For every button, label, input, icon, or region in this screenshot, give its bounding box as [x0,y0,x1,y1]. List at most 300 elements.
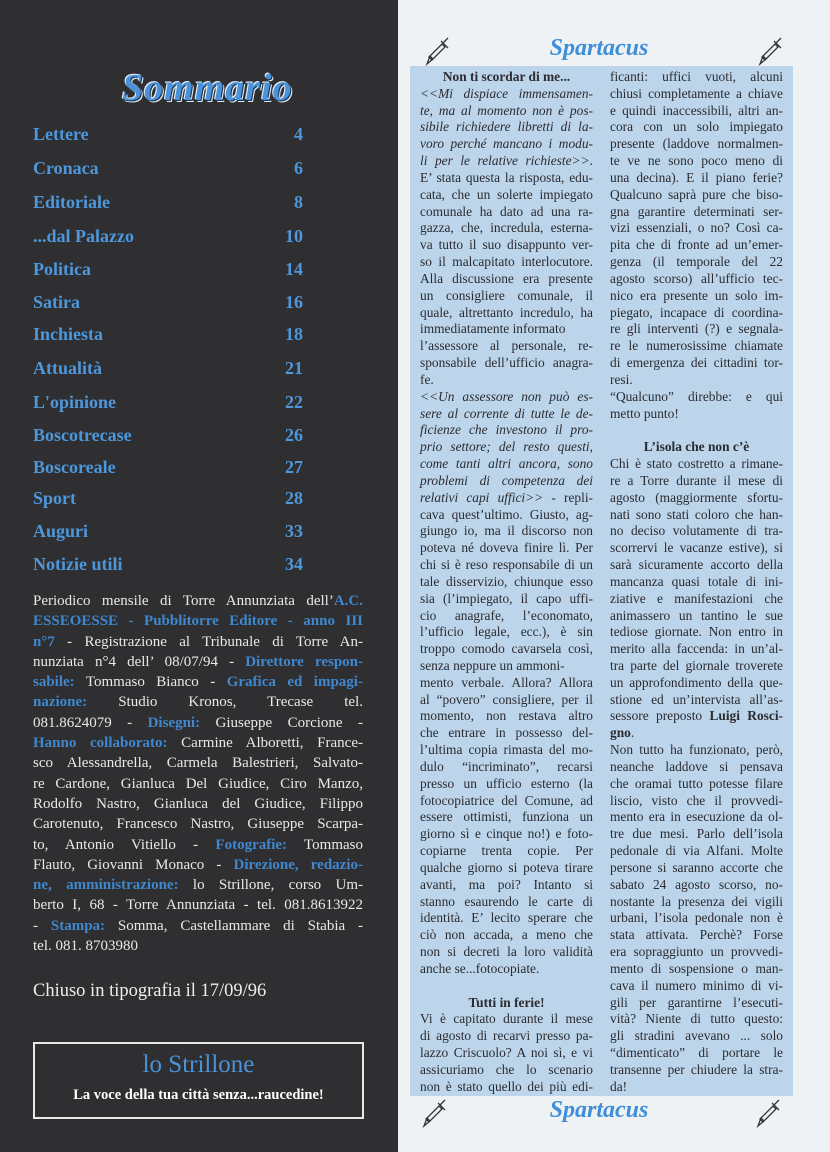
article-text: pita che di fronte ad un’emer- [610,237,783,253]
article-line [610,692,783,709]
article-text: gili per garantirne l’esecuti- [610,994,783,1010]
article-text: va tutto il suo disappunto ver- [420,237,593,253]
colophon-text: nunziata n°4 dell’ 08/07/94 - [33,653,246,670]
article-text: ficanti: uffici vuoti, alcuni [610,69,783,84]
colophon-text: sco Alessandrella, Carmela Balestrieri, Salvato- [33,755,363,772]
toc-item [33,124,303,148]
article-line [420,809,593,826]
article-text: tre due mesi. Parlo dell’isola [610,826,783,842]
toc-item-page: 4 [294,124,303,144]
toc-item-label: Editoriale [33,192,110,212]
article-line [610,675,783,692]
article-line [420,624,593,641]
article-line [420,321,593,338]
article-text: sibile richiedere libretti di la- [420,119,593,135]
article-line [610,237,783,254]
article-line [420,540,593,557]
article-text: quale, altrettanto incredulo, ha [420,304,593,320]
article-line [420,288,593,305]
article-text: anche se...fotocopiate. [420,960,540,976]
colophon-label: Fotografie: [215,836,288,853]
colophon-text: Giuseppe Corcione - [200,714,363,731]
toc-item [33,158,303,182]
colophon-label: nazione: [33,694,88,711]
colophon-text: Tommaso Bianco - [74,674,227,691]
article-text: neanche laddove si pensava [610,758,783,774]
article-line [610,490,783,507]
article-line [420,170,593,187]
article-line [610,271,783,288]
article-line [420,406,593,423]
colophon-label: Direttore respon- [245,653,363,670]
article-text: gno [610,725,631,741]
toc-item [33,259,303,283]
article-text: sere al corrente di tutte le de- [420,405,593,421]
article-text: re le numerosissime chiamate [610,338,783,354]
article-text: urbani, l’isola pedonale non è [610,910,783,926]
colophon-text: Periodico mensile di Torre Annunziata dell’ [33,593,334,609]
article-line [420,725,593,742]
article-line [420,658,593,675]
article-text: sarà sicuramente accorto della [610,557,783,573]
article-line [420,1011,593,1028]
article-text: non si decreti la loro validità [420,944,593,960]
colophon-line [33,875,363,895]
article-text: giungo io, ma il discorso non [420,523,593,539]
article-text: cava quest’ultimo. Giusto, ag- [420,506,593,522]
article-text: una decina). E il piano ferie? [610,169,783,185]
article-text: un consigliere comunale, il [420,287,593,303]
article-text: persone si saranno accorte che [610,859,783,875]
toc-item-page: 27 [285,457,303,477]
article-line [420,204,593,221]
article-line [610,624,783,641]
article-line [610,86,783,103]
colophon [33,591,363,956]
colophon-line [33,632,363,652]
colophon-text: re Cardone, Gianluca Del Giudice, Ciro Manzo, [33,775,363,792]
colophon-label: Grafica ed impagi- [226,674,363,691]
article-text: stata attivata. Perchè? Forse [610,927,783,943]
colophon-line [33,733,363,753]
masthead-slogan: La voce della tua città senza...raucedine! [73,1087,324,1103]
article-text: Non ti scordar di me... [442,69,571,84]
colophon-text: Flauto, Giovanni Monaco - [33,856,234,873]
article-text: voro perché mancano i modu- [420,136,593,152]
article-text: resi. [610,371,633,387]
toc-item-page: 6 [294,158,303,178]
masthead-name: lo Strillone [142,1051,255,1078]
article-text: metto punto! [610,405,679,421]
colophon-label: A.C. [333,593,363,609]
article-line [420,843,593,860]
masthead-box [33,1042,364,1119]
article-line [610,708,783,725]
article-line [420,1028,593,1045]
colophon-line [33,814,363,834]
colophon-label: Hanno collaborato: [33,735,168,752]
article-text: poteva né doveva finire lì. Per [420,540,593,556]
sommario-panel [0,0,398,1152]
article-text: momento, non restava altro [420,708,593,724]
article-line [610,742,783,759]
article-line [420,877,593,894]
article-line [420,860,593,877]
article-text: immediatamente informato [420,321,566,337]
article-text: tra parte del giornale troverete [610,657,783,673]
article-text: te, ma al momento non è pos- [420,102,593,118]
article-line [610,826,783,843]
article-text: Qualcuno saprà pure che biso- [610,186,783,202]
toc-item [33,358,303,382]
article-text: liscio, visto che il provvedi- [610,792,783,808]
colophon-label: sabile: [33,674,75,691]
article-text: . [589,153,593,169]
article-text: cava il numero minimo di vi- [610,977,783,993]
article-line [420,776,593,793]
article-text: sessore preposto [610,708,710,724]
article-line [420,237,593,254]
article-text: copiarne trenta copie. Per [420,843,593,859]
article-line [420,254,593,271]
article-text: sabato 24 agosto scorso, no- [610,876,783,892]
article-text: “dimenticato” di portare le [610,1045,783,1061]
article-line [420,675,593,692]
colophon-line [33,895,363,915]
article-text: scorrervi le vacanze estive), si [610,540,783,556]
article-line [610,591,783,608]
article-text: dulo “incriminato”, recarsi [420,758,593,774]
article-line [420,305,593,322]
article-text: comunale ha dato ad una ra- [420,203,593,219]
article-line [610,641,783,658]
article-line [610,927,783,944]
article-text: cora con un solo impiegato [610,119,783,135]
article-text: tale disservizio, chiunque esso [420,573,593,589]
article-text: animassero un tantino le sue [610,607,783,623]
toc-item-label: ...dal Palazzo [33,226,134,246]
article-line [420,927,593,944]
article-text: tediose giornate. Non entro in [610,624,783,640]
toc-item-page: 21 [285,358,303,378]
colophon-text: 081.8624079 - [33,714,148,731]
article-text: Non tutto ha funzionato, però, [610,742,783,758]
article-line [610,473,783,490]
article-line [420,389,593,406]
article-text: gli stradini avevano ... solo [610,1028,783,1044]
article-line [610,557,783,574]
article-line [420,557,593,574]
article-text: di emergenza dei cittadini tor- [610,355,783,371]
colophon-text: to, Antonio Vitiello - [33,836,216,853]
article-text: presso un ufficio esterno (la [420,775,593,791]
toc-item-page: 10 [285,226,303,246]
colophon-text: - Registrazione al Tribunale di Torre An- [54,633,363,650]
article-text: re a Torre durante il mese di [610,472,783,488]
toc-item-label: Sport [33,488,77,508]
article-text: chi si è reso responsabile di un [420,557,593,573]
toc-item-label: Boscoreale [33,457,116,477]
article-text: l’ufficio legale, ecc.), è sin [420,624,593,640]
article-text: nati sono stati coloro che han- [610,506,783,522]
colophon-label: Stampa: [50,917,106,934]
colophon-text: lo Strillone, corso Um- [178,877,363,894]
article-text: no deciso volutamente di tra- [610,523,783,539]
article-line [420,372,593,389]
closing-date: Chiuso in tipografia il 17/09/96 [33,981,267,1001]
colophon-text: Studio Kronos, Trecase tel. [87,694,363,711]
dagger-icon [757,36,783,66]
article-line [420,708,593,725]
colophon-label: Direzione, redazio- [233,856,363,873]
article-line [420,523,593,540]
colophon-label: ne, amministrazione: [33,877,179,894]
article-text: nostante la presenza dei vigili [610,893,783,909]
colophon-line [33,936,363,956]
article-line [610,1028,783,1045]
article-text: . [630,725,635,741]
article-line [420,153,593,170]
article-line [420,692,593,709]
article-line [420,759,593,776]
article-text: genza (il temporale del 22 [610,254,783,270]
article-line [610,523,783,540]
article-text: un approfondimento della que- [610,674,783,690]
article-text: Luigi Rosci- [709,708,783,724]
article-text: presente (laddove normalmen- [610,136,783,152]
article-line [610,540,783,557]
article-subheading [420,69,593,86]
colophon-line [33,713,363,733]
article-line [420,961,593,978]
article-text: qualche giorno si poteva tirare [420,859,593,875]
article-text: vizi essenziali, o no? Così ca- [610,220,783,236]
article-text: che oramai tutto potesse filare [610,775,783,791]
colophon-line [33,591,363,611]
colophon-text: tel. 081. 8703980 [33,938,138,955]
article-text: mento di sospensione o man- [610,960,783,976]
article-text: agosto scorso) all’ufficio tec- [610,270,783,286]
toc-item-page: 34 [285,554,303,574]
article-text: essere ottimisti, funziona un [420,809,593,825]
toc-item-label: Inchiesta [33,324,104,344]
colophon-text: Somma, Castellammare di Stabia - [105,917,363,934]
toc-item-page: 14 [285,259,303,279]
article-text: l’ultima copia rimasta del mo- [420,742,593,758]
article-line [610,507,783,524]
article-text: e quindi inaccessibili, altri an- [610,102,783,118]
article-text: sia (l’impiegato, il capo uffi- [420,590,593,606]
colophon-text: Tommaso [287,836,363,853]
article-line [610,389,783,406]
article-line [610,119,783,136]
article-line [610,961,783,978]
article-text: mento verbale. Allora? Allora [420,674,593,690]
article-text: te ve ne sono poco meno di [610,153,783,169]
article-text: Vi è capitato durante il mese [420,1011,593,1027]
article-text: troppo comodo cavarsela così, [420,641,593,657]
article-text: fotocopiatrice del Comune, ad [420,792,593,808]
article-text: ziative e manifestazioni che [610,590,783,606]
toc-item-label: Lettere [33,124,89,144]
article-line [610,204,783,221]
colophon-line [33,652,363,672]
article-text: gna garantire determinati ser- [610,203,783,219]
article-line [420,742,593,759]
toc-item-label: Politica [33,259,91,279]
article-text: <<Un assessore non può es- [420,388,593,404]
spartacus-footer: Spartacus [549,1097,649,1123]
colophon-line [33,753,363,773]
article-line [420,641,593,658]
article-line [610,220,783,237]
article-line [610,456,783,473]
article-text: L’isola che non c’è [643,439,750,455]
article-line [610,860,783,877]
article-text: Alla discussione era presente [420,270,593,286]
article-text: stanno esaurendo le carte di [420,893,593,909]
article-text: non è stato quello dei più edi- [420,1078,593,1094]
article-line [610,338,783,355]
article-text: “Qualcuno” direbbe: e qui [610,388,783,404]
toc-item-label: L'opinione [33,392,117,412]
article-line [610,944,783,961]
article-line [610,843,783,860]
article-text: identità. E’ lecito sperare che [420,910,593,926]
article-text: cio anagrafe, l’economato, [420,607,593,623]
article-text: so il malcapitato interlocutore. [420,254,593,270]
colophon-text: - [33,917,51,934]
article-line [420,1045,593,1062]
article-text: pedonale di via Alfani. Molte [610,843,783,859]
article-text: ciò non accada, a meno che [420,927,593,943]
article-line [610,759,783,776]
article-line [610,406,783,423]
article-text: stione ed un’intervista all’as- [610,691,783,707]
colophon-line [33,916,363,936]
dagger-icon [421,1098,447,1128]
article-line [610,995,783,1012]
article-text: ficienze che investono il pro- [420,422,593,438]
article-line [420,355,593,372]
article-line [420,574,593,591]
article-line [420,103,593,120]
colophon-text: berto I, 68 - Torre Annunziata - tel. 081.8613922 [33,897,363,914]
toc-item [33,521,303,545]
article-text: transenne per chiudere la stra- [610,1061,783,1077]
article-line [610,254,783,271]
article-line [610,170,783,187]
article-line [420,490,593,507]
article-line [420,86,593,103]
article-line [420,338,593,355]
article-text: re gli interventi (?) e segnala- [610,321,783,337]
article-line [610,187,783,204]
article-line [610,978,783,995]
article-line [420,507,593,524]
article-text: chiusi completamente a chiave [610,85,783,101]
article-text: era sopraggiunto un provvedi- [610,944,783,960]
colophon-text: Rodolfo Nastro, Gianluca del Giudice, Filippo [33,795,363,812]
article-text: assicuriamo che lo scenario [420,1061,593,1077]
article-line [610,305,783,322]
article-text: vità? Niente di tutto questo: [610,1011,783,1027]
toc-item [33,292,303,316]
article-text: mancanza quasi totale di ini- [610,573,783,589]
article-text: mento era in esecuzione da ol- [610,809,783,825]
article-line [420,119,593,136]
article-line [610,1045,783,1062]
article-line [610,776,783,793]
article-line [420,978,593,995]
article-column-2 [610,69,783,1096]
article-line [420,220,593,237]
article-line [610,69,783,86]
article-line [420,439,593,456]
article-line [420,793,593,810]
article-text: gazza, che, incredula, esterna- [420,220,593,236]
article-text: Tutti in ferie! [468,994,545,1010]
article-text: Chi è stato costretto a rimane- [610,456,783,472]
toc-item-page: 8 [294,192,303,212]
article-line [420,1062,593,1079]
article-subheading [420,995,593,1012]
colophon-line [33,774,363,794]
toc-item [33,226,303,250]
toc-item-page: 22 [285,392,303,412]
article-line [610,1079,783,1096]
article-line [610,422,783,439]
article-text: cata, che un solerte impiegato [420,186,593,202]
article-line [610,136,783,153]
article-text: problemi di competenza dei [420,472,593,488]
article-line [610,793,783,810]
article-text: che entrare in possesso del- [420,725,593,741]
article-line [610,574,783,591]
article-line [610,103,783,120]
article-line [610,894,783,911]
article-line [610,658,783,675]
article-line [420,910,593,927]
article-line [610,725,783,742]
toc-item-page: 16 [285,292,303,312]
article-line [610,355,783,372]
article-text: al “povero” consigliere, per il [420,691,593,707]
colophon-line [33,855,363,875]
article-line [610,372,783,389]
colophon-text: Carotenuto, Francesco Nastro, Giuseppe Scarpa- [33,816,363,833]
article-text: lazzo Criscuolo? A noi sì, e vi [420,1045,593,1061]
colophon-line [33,672,363,692]
article-text: piegato, incapace di coordina- [610,304,783,320]
article-line [420,894,593,911]
toc-item [33,488,303,512]
article-subheading [610,439,783,456]
colophon-line [33,692,363,712]
toc-item-page: 28 [285,488,303,508]
toc-item-label: Cronaca [33,158,99,178]
toc-item-page: 18 [285,324,303,344]
article-text: nico era presente un solo im- [610,287,783,303]
toc-item-page: 26 [285,425,303,445]
colophon-line [33,794,363,814]
colophon-line [33,835,363,855]
article-text: prio settore; del resto questi, [420,439,593,455]
article-text: relativi capi uffici>> [420,489,544,505]
article-line [610,153,783,170]
toc-item-label: Attualità [33,358,102,378]
article-text: come tanti altri ancora, sono [420,456,593,472]
